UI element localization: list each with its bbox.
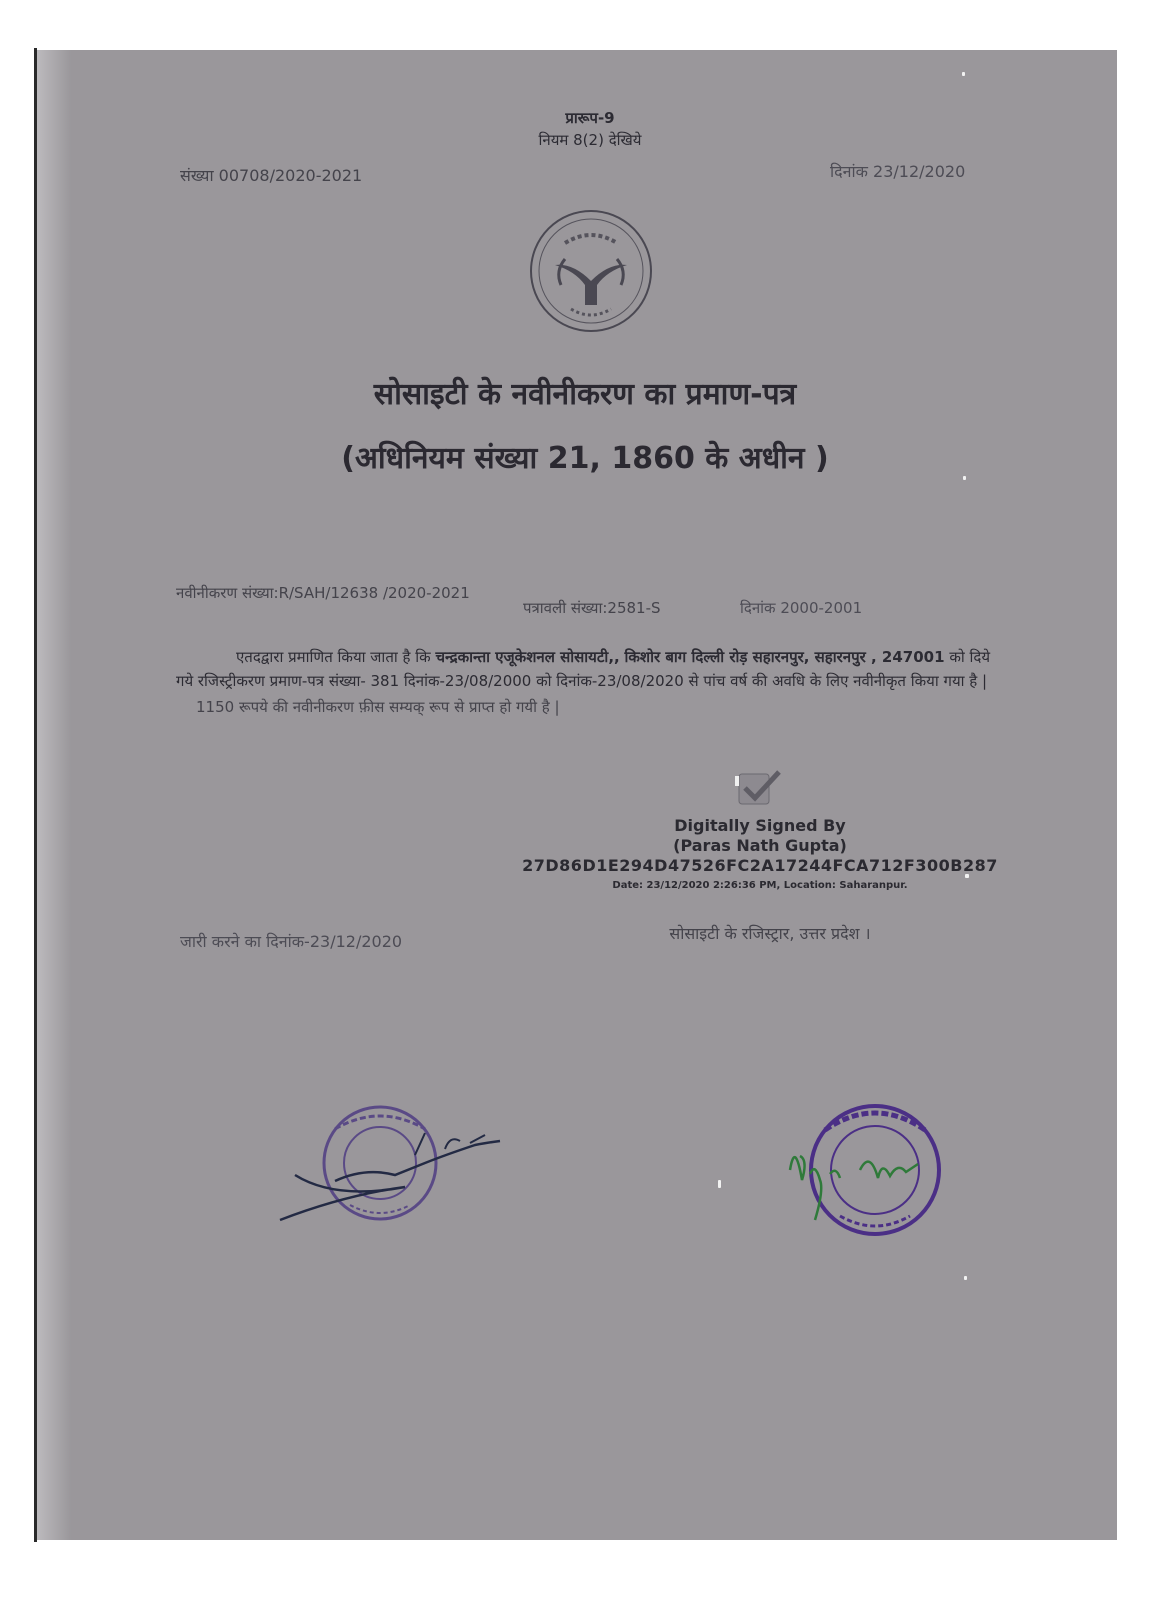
body-renewal-text: को दिये गये रजिस्ट्रीकरण प्रमाण-पत्र संख्या- 381 दिनांक-23/08/2000 को दिनांक-23/08/2020 से पांच वर्ष की अवधि के लिए नवीनीकृत किया गया है | [176,648,991,690]
registrar-title: सोसाइटी के रजिस्ट्रार, उत्तर प्रदेश । [669,924,871,943]
certificate-subtitle: (अधिनियम संख्या 21, 1860 के अधीन ) [341,441,829,476]
scan-speck [962,72,965,76]
digital-signature-block [490,816,1030,891]
certificate-hash: 27D86D1E294D47526FC2A17244FCA712F300B287 [522,856,998,875]
signature-date-location: Date: 23/12/2020 2:26:36 PM, Location: Saharanpur. [612,880,908,891]
renewal-number: नवीनीकरण संख्या:R/SAH/12638 /2020-2021 [176,584,470,602]
file-number: पत्रावली संख्या:2581-S [523,599,661,617]
signer-name: (Paras Nath Gupta) [673,836,847,855]
certificate-body [176,645,1006,719]
state-emblem-icon [525,205,657,340]
scan-speck [963,476,966,480]
society-name: चन्द्रकान्ता एजूकेशनल सोसायटी,, [435,648,620,666]
certificate-title: सोसाइटी के नवीनीकरण का प्रमाण-पत्र [373,377,797,412]
issue-date-bottom: जारी करने का दिनांक-23/12/2020 [180,932,403,951]
scan-speck [718,1180,721,1188]
certification-paragraph [176,645,1006,693]
digital-signature-check-icon [735,768,783,808]
form-number: प्रारूप-9 [565,109,615,127]
reference-number: संख्या 00708/2020-2021 [180,166,363,185]
digitally-signed-label: Digitally Signed By [674,816,846,835]
scan-speck [964,1276,967,1280]
society-address: किशोर बाग दिल्ली रोड़ सहारनपुर, सहारनपुर , 247001 [624,648,945,666]
body-intro: एतदद्वारा प्रमाणित किया जाता है कि [236,648,431,666]
fee-statement: 1150 रूपये की नवीनीकरण फ़ीस सम्यक् रूप से प्राप्त हो गयी है | [196,698,560,716]
issue-date-top: दिनांक 23/12/2020 [830,162,966,181]
right-seal-with-signature [770,1100,950,1250]
sheet-shading [37,50,71,1540]
file-date: दिनांक 2000-2001 [740,599,863,617]
rule-reference: नियम 8(2) देखिये [538,131,642,149]
left-seal-with-signature [275,1105,515,1235]
